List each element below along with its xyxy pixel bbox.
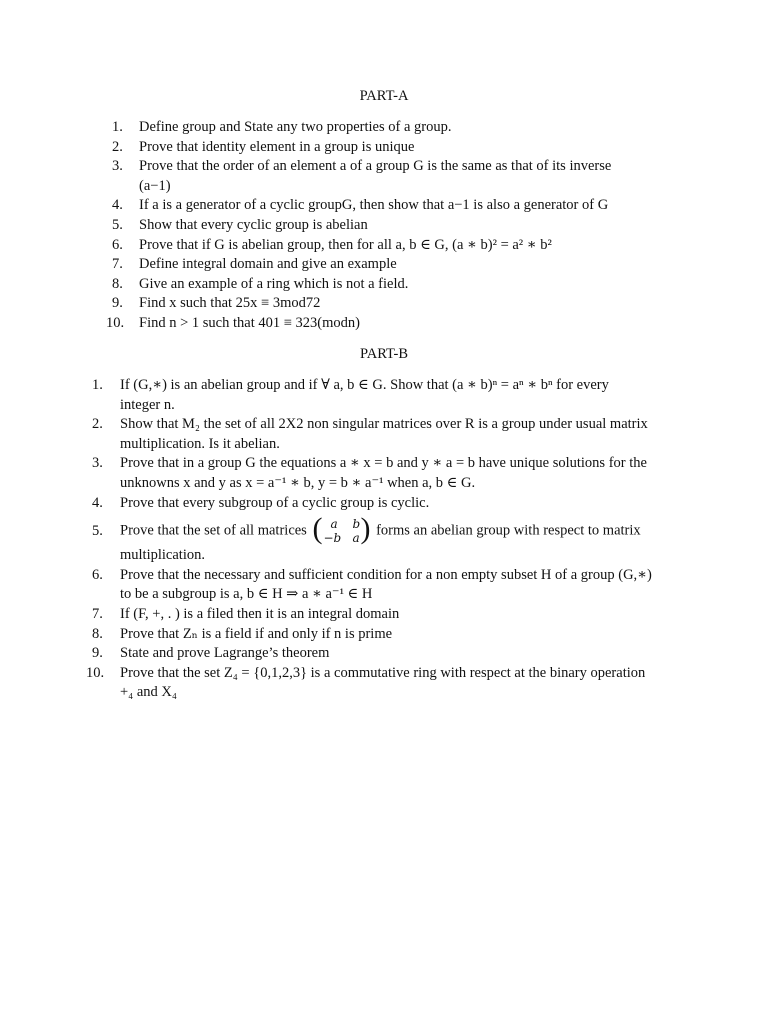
question-text-continued: (a−1) bbox=[139, 177, 171, 194]
question-item bbox=[92, 625, 697, 645]
question-item bbox=[86, 664, 697, 703]
question-text-continued: integer n. bbox=[120, 396, 175, 413]
question-text: Prove that the necessary and sufficient condition for a non empty subset H of a group (G,∗) bbox=[120, 566, 652, 583]
question-number: 9. bbox=[92, 645, 103, 662]
question-text: Prove that the set of all matrices bbox=[120, 522, 307, 539]
question-text: Define group and State any two properties of a group. bbox=[139, 119, 452, 135]
question-item bbox=[112, 275, 672, 295]
question-number: 5. bbox=[92, 523, 103, 540]
question-item bbox=[92, 415, 697, 454]
question-text: Find x such that 25x ≡ 3mod72 bbox=[139, 295, 321, 312]
question-text-continued: multiplication. Is it abelian. bbox=[120, 435, 280, 452]
question-text-continued: unknowns x and y as x = a⁻¹ ∗ b, y = b ∗ a⁻¹ when a, b ∈ G. bbox=[120, 474, 476, 491]
question-number: 8. bbox=[92, 625, 103, 642]
question-item bbox=[112, 138, 672, 158]
question-item bbox=[106, 314, 672, 334]
matrix-cell: −b bbox=[323, 531, 342, 546]
question-text: If a is a generator of a cyclic groupG, then show that a−1 is also a generator of G bbox=[139, 197, 609, 214]
question-item bbox=[112, 118, 672, 138]
question-number: 1. bbox=[112, 119, 123, 135]
question-text: Prove that identity element in a group is unique bbox=[139, 138, 415, 155]
question-item bbox=[112, 196, 672, 216]
question-text: Prove that if G is abelian group, then for all a, b ∈ G, (a ∗ b)² = a² ∗ b² bbox=[139, 236, 552, 253]
left-paren: ( bbox=[312, 512, 323, 546]
question-item bbox=[92, 494, 697, 514]
question-item bbox=[92, 454, 697, 493]
question-item bbox=[92, 605, 697, 625]
question-text: Prove that Zₙ is a field if and only if n is prime bbox=[120, 625, 393, 642]
question-text-continued: +₄ and X₄ bbox=[120, 684, 177, 701]
question-item bbox=[92, 512, 697, 566]
question-text: Give an example of a ring which is not a field. bbox=[139, 275, 409, 292]
question-text: Prove that every subgroup of a cyclic group is cyclic. bbox=[120, 494, 430, 511]
question-number: 5. bbox=[112, 216, 123, 233]
part-b-question-list bbox=[86, 376, 697, 703]
question-item bbox=[112, 216, 672, 236]
question-number: 8. bbox=[112, 275, 123, 292]
question-text: Prove that the order of an element a of a group G is the same as that of its inverse bbox=[139, 158, 612, 175]
question-number: 1. bbox=[92, 377, 103, 393]
question-text: If (F, +, . ) is a filed then it is an integral domain bbox=[120, 605, 400, 622]
question-number: 2. bbox=[112, 138, 123, 155]
matrix-expression bbox=[312, 512, 371, 546]
matrix-cell: b bbox=[352, 517, 361, 532]
question-number: 7. bbox=[112, 256, 123, 273]
question-text: forms an abelian group with respect to matrix bbox=[376, 522, 641, 539]
question-text: Prove that in a group G the equations a ∗ x = b and y ∗ a = b have unique solutions for the bbox=[120, 455, 647, 472]
question-number: 9. bbox=[112, 295, 123, 312]
question-item bbox=[112, 236, 672, 256]
question-number: 3. bbox=[112, 158, 123, 175]
question-text: If (G,∗) is an abelian group and if ∀ a, b ∈ G. Show that (a ∗ b)ⁿ = aⁿ ∗ bⁿ for every bbox=[120, 377, 609, 393]
question-text: Show that M₂ the set of all 2X2 non singular matrices over R is a group under usual matrix bbox=[120, 416, 648, 433]
matrix-cell: a bbox=[330, 517, 338, 532]
question-text: State and prove Lagrange’s theorem bbox=[120, 645, 330, 662]
question-number: 6. bbox=[92, 566, 103, 583]
question-number: 2. bbox=[92, 416, 103, 433]
question-text-continued: to be a subgroup is a, b ∈ H ⇒ a ∗ a⁻¹ ∈ H bbox=[120, 586, 373, 603]
question-text: Show that every cyclic group is abelian bbox=[139, 216, 368, 233]
part-b-heading: PART-B bbox=[359, 346, 409, 362]
question-text: Find n > 1 such that 401 ≡ 323(modn) bbox=[139, 314, 360, 331]
question-item bbox=[92, 644, 697, 664]
question-text: Prove that the set Z₄ = {0,1,2,3} is a commutative ring with respect at the binary operation bbox=[120, 664, 646, 681]
question-text: Define integral domain and give an example bbox=[139, 256, 397, 273]
question-number: 7. bbox=[92, 605, 103, 622]
question-item bbox=[112, 157, 672, 196]
question-number: 4. bbox=[92, 494, 103, 511]
question-item bbox=[112, 255, 672, 275]
question-text-continued: multiplication. bbox=[120, 547, 205, 564]
question-number: 10. bbox=[106, 314, 125, 331]
matrix-cell: a bbox=[352, 531, 360, 546]
part-a-heading: PART-A bbox=[359, 88, 409, 104]
question-number: 10. bbox=[86, 664, 105, 681]
question-number: 4. bbox=[112, 197, 123, 214]
right-paren: ) bbox=[360, 512, 371, 546]
part-a-question-list bbox=[106, 118, 672, 334]
question-item bbox=[112, 294, 672, 314]
question-item bbox=[92, 566, 697, 605]
question-number: 6. bbox=[112, 236, 123, 253]
question-item bbox=[92, 376, 697, 415]
question-number: 3. bbox=[92, 455, 103, 472]
